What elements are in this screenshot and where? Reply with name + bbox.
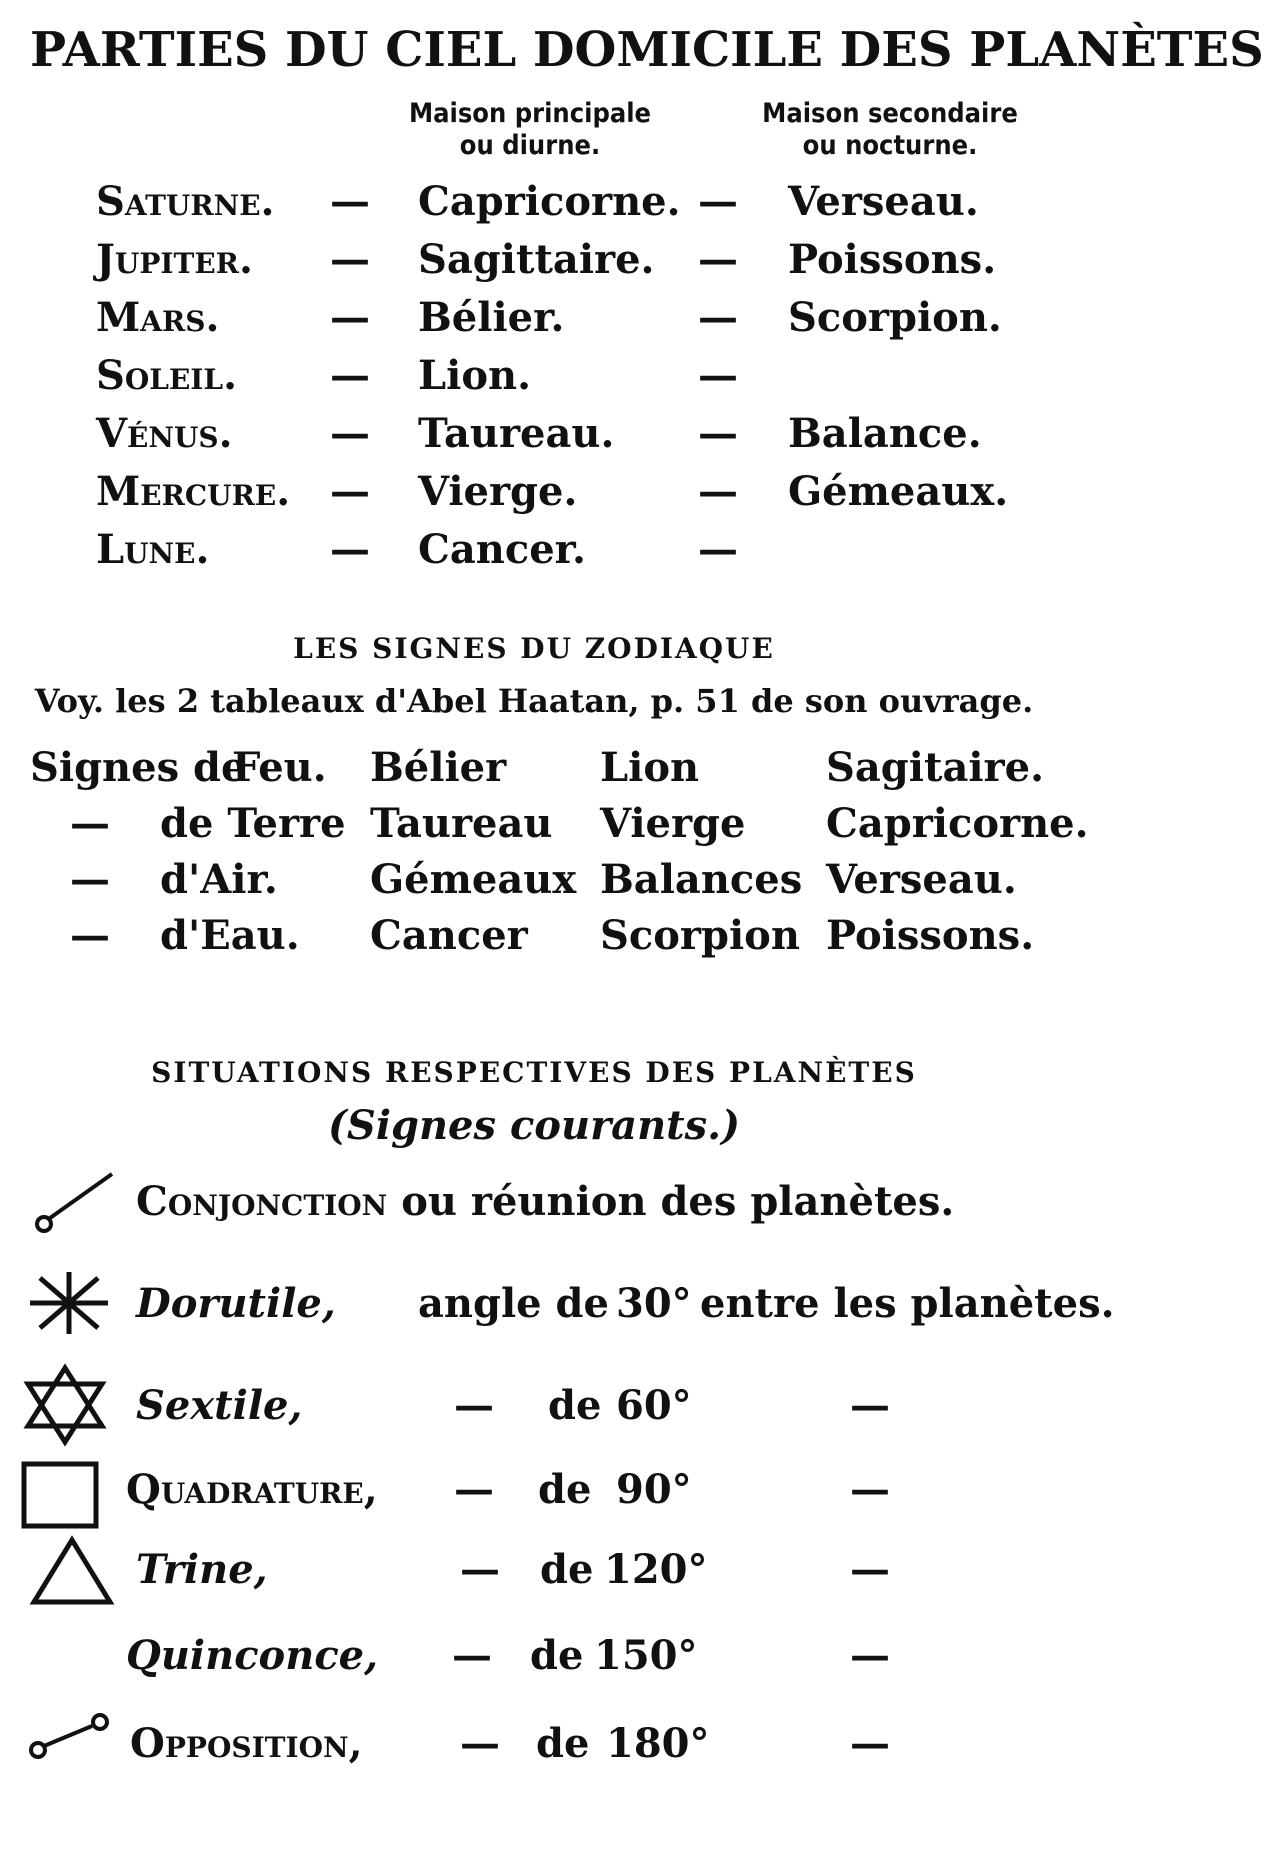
element-name: de Terre — [160, 800, 346, 847]
element-label: Signes de — [30, 744, 247, 791]
primary-house: Vierge. — [418, 468, 578, 515]
planet-name: Jupiter. — [96, 236, 253, 283]
sign-name: Balances — [600, 856, 803, 903]
primary-house: Cancer. — [418, 526, 586, 573]
aspect-name: Quinconce, — [126, 1632, 379, 1679]
planet-name: Lune. — [96, 526, 210, 573]
dash: — — [698, 294, 738, 341]
dash: — — [330, 294, 370, 341]
element-label: — — [70, 800, 110, 847]
dash: — — [330, 526, 370, 573]
dash: — — [698, 468, 738, 515]
dash: — — [330, 352, 370, 399]
aspects-title: SITUATIONS RESPECTIVES DES PLANÈTES — [151, 1056, 917, 1089]
aspect-conjunction — [136, 1178, 954, 1225]
sign-name: Verseau. — [826, 856, 1017, 903]
aspect-description: ou réunion des planètes. — [401, 1178, 955, 1225]
dash: — — [460, 1720, 500, 1767]
element-label: — — [70, 912, 110, 959]
element-label: — — [70, 856, 110, 903]
aspect-degree: 150° — [594, 1632, 698, 1679]
aspect-degree: 180° — [606, 1720, 710, 1767]
sign-name: Vierge — [600, 800, 746, 847]
column-header-primary-line1: Maison principale — [408, 98, 652, 129]
dash: — — [698, 526, 738, 573]
aspect-de: de — [536, 1720, 590, 1767]
sign-name: Bélier — [370, 744, 507, 791]
aspect-de: de — [540, 1546, 594, 1593]
aspect-degree: 30° — [616, 1280, 692, 1327]
sign-name: Scorpion — [600, 912, 800, 959]
sign-name: Gémeaux — [370, 856, 577, 903]
element-name: Feu. — [232, 744, 327, 791]
aspect-end: — — [850, 1546, 890, 1593]
aspect-end: — — [850, 1466, 890, 1513]
aspect-name: Dorutile, — [136, 1280, 336, 1327]
aspect-degree: 60° — [616, 1382, 692, 1429]
dash: — — [698, 178, 738, 225]
dash: — — [698, 410, 738, 457]
aspect-name: Conjonction — [136, 1178, 388, 1225]
column-header-secondary-line1: Maison secondaire — [762, 98, 1018, 129]
sign-name: Capricorne. — [826, 800, 1089, 847]
aspect-de: de — [548, 1382, 602, 1429]
column-header-primary — [400, 98, 660, 162]
secondary-house: Poissons. — [788, 236, 997, 283]
sign-name: Cancer — [370, 912, 528, 959]
zodiac-title: LES SIGNES DU ZODIAQUE — [293, 632, 775, 665]
aspect-end: entre les planètes. — [700, 1280, 1115, 1327]
primary-house: Taureau. — [418, 410, 615, 457]
aspect-angle-text: angle de — [418, 1280, 609, 1327]
hexagram-icon — [22, 1364, 108, 1446]
sign-name: Sagitaire. — [826, 744, 1045, 791]
dash: — — [330, 410, 370, 457]
dash: — — [330, 236, 370, 283]
primary-house: Bélier. — [418, 294, 565, 341]
aspect-de: de — [530, 1632, 584, 1679]
secondary-house: Scorpion. — [788, 294, 1002, 341]
triangle-icon — [30, 1536, 114, 1606]
aspect-name: Opposition, — [130, 1720, 363, 1767]
column-header-primary-line2: ou diurne. — [459, 130, 601, 161]
planet-name: Mercure. — [96, 468, 291, 515]
conjunction-icon — [30, 1168, 120, 1238]
zodiac-reference: Voy. les 2 tableaux d'Abel Haatan, p. 51 de son ouvrage. — [34, 682, 1034, 720]
column-header-secondary-line2: ou nocturne. — [802, 130, 978, 161]
dash: — — [452, 1632, 492, 1679]
primary-house: Lion. — [418, 352, 532, 399]
primary-house: Capricorne. — [418, 178, 681, 225]
dash: — — [454, 1466, 494, 1513]
aspect-degree: 90° — [616, 1466, 692, 1513]
planet-name: Soleil. — [96, 352, 238, 399]
dash: — — [454, 1382, 494, 1429]
sign-name: Lion — [600, 744, 700, 791]
column-header-secondary — [760, 98, 1020, 162]
dash: — — [330, 178, 370, 225]
sign-name: Poissons. — [826, 912, 1035, 959]
dash: — — [330, 468, 370, 515]
aspects-subtitle: (Signes courants.) — [328, 1102, 740, 1149]
planet-name: Mars. — [96, 294, 220, 341]
aspect-name: Quadrature, — [126, 1466, 378, 1513]
primary-house: Sagittaire. — [418, 236, 655, 283]
secondary-house: Balance. — [788, 410, 982, 457]
aspect-name: Trine, — [136, 1546, 268, 1593]
aspect-end: — — [850, 1632, 890, 1679]
dash: — — [698, 352, 738, 399]
dash: — — [698, 236, 738, 283]
sign-name: Taureau — [370, 800, 553, 847]
element-name: d'Air. — [160, 856, 278, 903]
asterisk-icon — [26, 1268, 112, 1338]
opposition-icon — [26, 1712, 116, 1762]
page-title: PARTIES DU CIEL DOMICILE DES PLANÈTES — [30, 22, 1264, 78]
dash: — — [460, 1546, 500, 1593]
aspect-end: — — [850, 1720, 890, 1767]
planet-name: Saturne. — [96, 178, 275, 225]
secondary-house: Verseau. — [788, 178, 979, 225]
aspect-end: — — [850, 1382, 890, 1429]
element-name: d'Eau. — [160, 912, 300, 959]
secondary-house: Gémeaux. — [788, 468, 1009, 515]
square-icon — [20, 1460, 100, 1530]
aspect-name: Sextile, — [136, 1382, 303, 1429]
planet-name: Vénus. — [96, 410, 233, 457]
aspect-degree: 120° — [604, 1546, 708, 1593]
aspect-de: de — [538, 1466, 592, 1513]
